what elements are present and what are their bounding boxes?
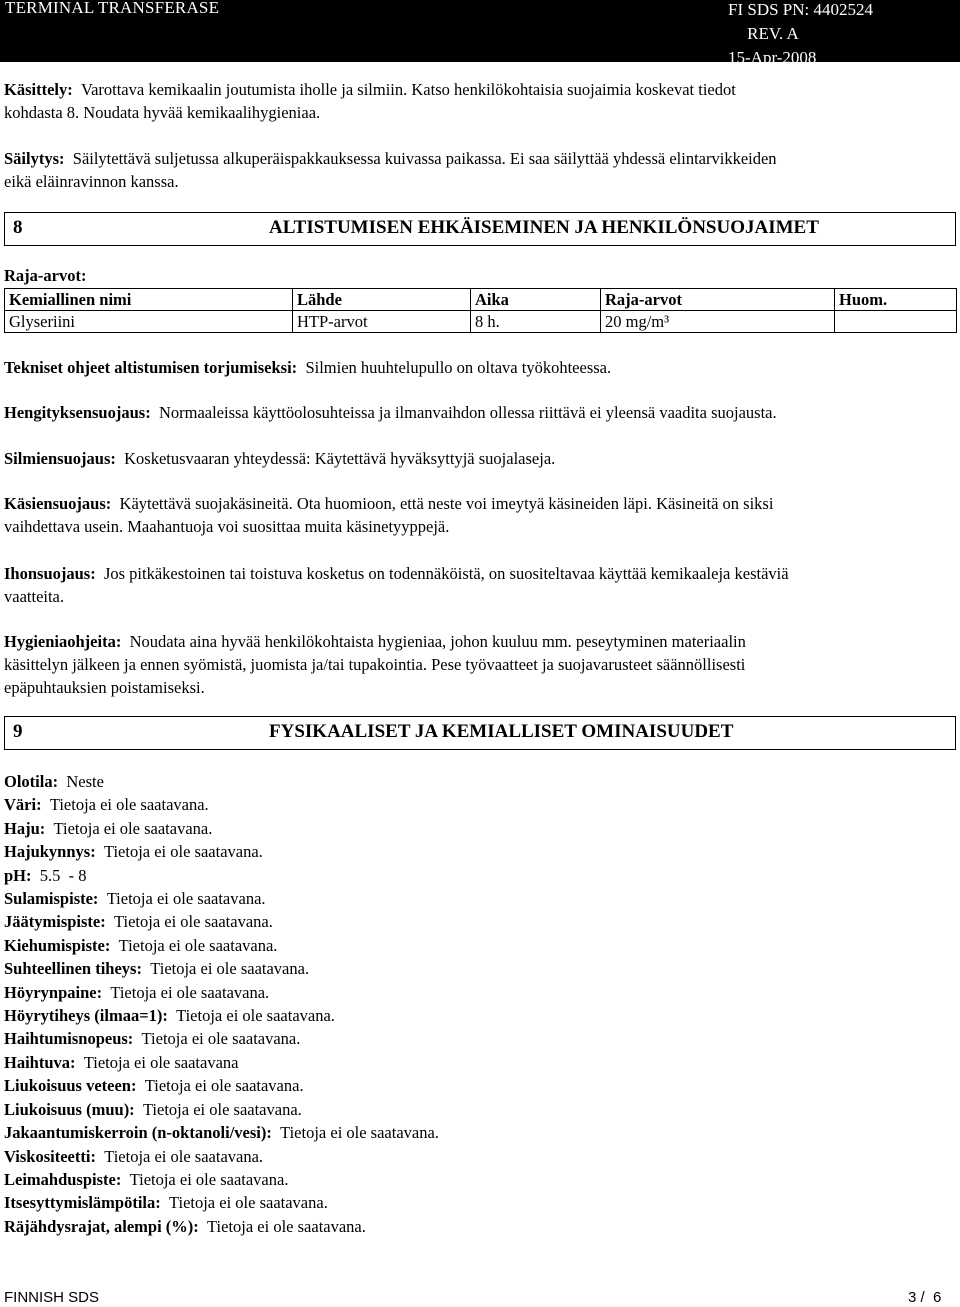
hygiene-label: Hygieniaohjeita:	[4, 632, 122, 651]
footer-doc-type: FINNISH SDS	[4, 1289, 100, 1306]
skin-paragraph	[4, 562, 956, 608]
property-label: Olotila:	[4, 772, 59, 791]
property-row	[4, 1145, 439, 1168]
cell-source: HTP-arvot	[293, 311, 471, 333]
document-header	[0, 0, 960, 67]
property-row	[4, 1098, 439, 1121]
property-row	[4, 1121, 439, 1144]
property-value: Tietoja ei ole saatavana.	[168, 1193, 328, 1213]
property-value: Tietoja ei ole saatavana.	[53, 818, 213, 838]
product-name: TERMINAL TRANSFERASE	[5, 0, 220, 17]
property-label: Höyrytiheys (ilmaa=1):	[4, 1006, 168, 1026]
property-value: Tietoja ei ole saatavana.	[176, 1006, 335, 1026]
property-row	[4, 957, 439, 980]
property-value: Tietoja ei ole saatavana.	[142, 1099, 302, 1119]
section-8-title: ALTISTUMISEN EHKÄISEMINEN JA HENKILÖNSUOJAIMET	[269, 217, 819, 238]
property-label: Höyrynpaine:	[4, 982, 103, 1002]
revision-date: 15-Apr-2008	[728, 48, 817, 67]
properties-list	[4, 770, 439, 1238]
storage-text-1: Säilytettävä suljetussa alkuperäispakkauksessa kuivassa paikassa. Ei saa säilyttää yhdessä elintarvikkeiden	[72, 149, 777, 168]
property-value: Tietoja ei ole saatavana.	[110, 982, 270, 1002]
property-label: Suhteellinen tiheys:	[4, 959, 142, 979]
hand-label: Käsiensuojaus:	[4, 494, 112, 513]
skin-text-1: Jos pitkäkestoinen tai toistuva kosketus on todennäköistä, on suositeltavaa käyttää kemikaaleja kestäviä	[103, 564, 789, 583]
property-value: Tietoja ei ole saatavana.	[103, 842, 263, 862]
property-row	[4, 1168, 439, 1191]
property-value: Tietoja ei ole saatavana.	[141, 1029, 301, 1049]
property-label: Sulamispiste:	[4, 889, 99, 909]
property-row	[4, 817, 439, 840]
hand-text-2: vaihdettava usein. Maahantuoja voi suosittaa muita käsinetyyppejä.	[4, 517, 450, 536]
page-number: 3 / 6	[908, 1289, 942, 1306]
revision: REV. A	[747, 24, 799, 43]
property-row	[4, 793, 439, 816]
exposure-limits-table	[4, 288, 957, 333]
property-value: Tietoja ei ole saatavana.	[104, 1146, 264, 1166]
limits-label: Raja-arvot:	[4, 266, 87, 285]
hand-paragraph	[4, 492, 956, 538]
col-source: Lähde	[293, 289, 471, 311]
eye-paragraph	[4, 447, 956, 470]
cell-limit: 20 mg/m³	[601, 311, 835, 333]
property-row	[4, 981, 439, 1004]
skin-text-2: vaatteita.	[4, 587, 65, 606]
section-8-number: 8	[13, 217, 23, 238]
eye-label: Silmiensuojaus:	[4, 449, 116, 468]
property-row	[4, 934, 439, 957]
hygiene-text-3: epäpuhtauksien poistamiseksi.	[4, 678, 205, 697]
property-label: Liukoisuus veteen:	[4, 1076, 137, 1096]
property-label: Kiehumispiste:	[4, 935, 111, 955]
property-row	[4, 910, 439, 933]
property-row	[4, 1074, 439, 1097]
property-label: Hajukynnys:	[4, 842, 96, 862]
property-row	[4, 887, 439, 910]
cell-chemical: Glyseriini	[5, 311, 293, 333]
property-row	[4, 770, 439, 793]
property-value: Tietoja ei ole saatavana.	[114, 912, 273, 932]
property-label: Leimahduspiste:	[4, 1169, 122, 1189]
eye-text: Kosketusvaaran yhteydessä: Käytettävä hyväksyttyjä suojalaseja.	[124, 449, 556, 468]
property-label: Haihtumisnopeus:	[4, 1029, 134, 1049]
hygiene-text-1: Noudata aina hyvää henkilökohtaista hygieniaa, johon kuuluu mm. peseytyminen materiaalin	[129, 632, 746, 651]
section-9-number: 9	[13, 721, 23, 742]
property-label: Viskositeetti:	[4, 1146, 96, 1166]
property-value: Tietoja ei ole saatavana.	[129, 1169, 289, 1189]
hand-text-1: Käytettävä suojakäsineitä. Ota huomioon, että neste voi imeytyä käsineiden läpi. Käsineitä on siksi	[119, 494, 774, 513]
property-row	[4, 1027, 439, 1050]
limits-heading	[4, 264, 956, 287]
col-chemical-name: Kemiallinen nimi	[5, 289, 293, 311]
storage-label: Säilytys:	[4, 149, 65, 168]
property-label: Jakaantumiskerroin (n-oktanoli/vesi):	[4, 1123, 272, 1143]
handling-label: Käsittely:	[4, 80, 73, 99]
property-value: Tietoja ei ole saatavana.	[280, 1123, 439, 1143]
sds-number: FI SDS PN: 4402524	[728, 0, 874, 19]
property-value: Tietoja ei ole saatavana.	[106, 889, 266, 909]
property-label: Jäätymispiste:	[4, 912, 106, 932]
section-8-heading	[4, 212, 956, 246]
property-row	[4, 840, 439, 863]
respiratory-label: Hengityksensuojaus:	[4, 403, 151, 422]
handling-text-1: Varottava kemikaalin joutumista iholle ja silmiin. Katso henkilökohtaisia suojaimia koskevat tiedot	[80, 80, 736, 99]
property-row	[4, 1004, 439, 1027]
property-value: Tietoja ei ole saatavana.	[150, 959, 310, 979]
col-limit: Raja-arvot	[601, 289, 835, 311]
property-value: Tietoja ei ole saatavana	[83, 1052, 239, 1072]
document-id-block	[728, 0, 873, 70]
property-row	[4, 1215, 439, 1238]
handling-paragraph	[4, 78, 956, 124]
respiratory-paragraph	[4, 401, 956, 424]
property-label: Haju:	[4, 818, 46, 838]
property-value: 5.5 - 8	[39, 865, 87, 885]
property-label: Liukoisuus (muu):	[4, 1099, 135, 1119]
property-row	[4, 1191, 439, 1214]
respiratory-text: Normaaleissa käyttöolosuhteissa ja ilmanvaihdon ollessa riittävä ei yleensä vaadita suojausta.	[158, 403, 777, 422]
section-9-title: FYSIKAALISET JA KEMIALLISET OMINAISUUDET	[269, 721, 734, 742]
property-row	[4, 1051, 439, 1074]
property-value: Neste	[66, 772, 104, 791]
skin-label: Ihonsuojaus:	[4, 564, 96, 583]
property-label: Räjähdysrajat, alempi (%):	[4, 1216, 199, 1236]
hygiene-paragraph	[4, 630, 956, 699]
col-notes: Huom.	[835, 289, 957, 311]
cell-time: 8 h.	[471, 311, 601, 333]
property-value: Tietoja ei ole saatavana.	[118, 935, 278, 955]
property-value: Tietoja ei ole saatavana.	[144, 1076, 304, 1096]
section-9-heading	[4, 716, 956, 750]
property-label: pH:	[4, 865, 32, 885]
property-label: Haihtuva:	[4, 1052, 76, 1072]
table-row	[5, 311, 957, 333]
technical-text: Silmien huuhtelupullo on oltava työkohteessa.	[305, 358, 612, 377]
hygiene-text-2: käsittelyn jälkeen ja ennen syömistä, juomista ja/tai tupakointia. Pese työvaatteet ja suojavarusteet säännöllisesti	[4, 655, 746, 674]
handling-text-2: kohdasta 8. Noudata hyvää kemikaalihygieniaa.	[4, 103, 321, 122]
property-row	[4, 864, 439, 887]
property-label: Itsesyttymislämpötila:	[4, 1193, 161, 1213]
technical-paragraph	[4, 356, 956, 379]
storage-paragraph	[4, 147, 956, 193]
storage-text-2: eikä eläinravinnon kanssa.	[4, 172, 179, 191]
col-time: Aika	[471, 289, 601, 311]
property-value: Tietoja ei ole saatavana.	[207, 1216, 366, 1236]
table-header-row	[5, 289, 957, 311]
property-label: Väri:	[4, 795, 42, 815]
property-value: Tietoja ei ole saatavana.	[49, 795, 209, 815]
technical-label: Tekniset ohjeet altistumisen torjumiseksi:	[4, 358, 298, 377]
cell-notes	[835, 311, 957, 333]
